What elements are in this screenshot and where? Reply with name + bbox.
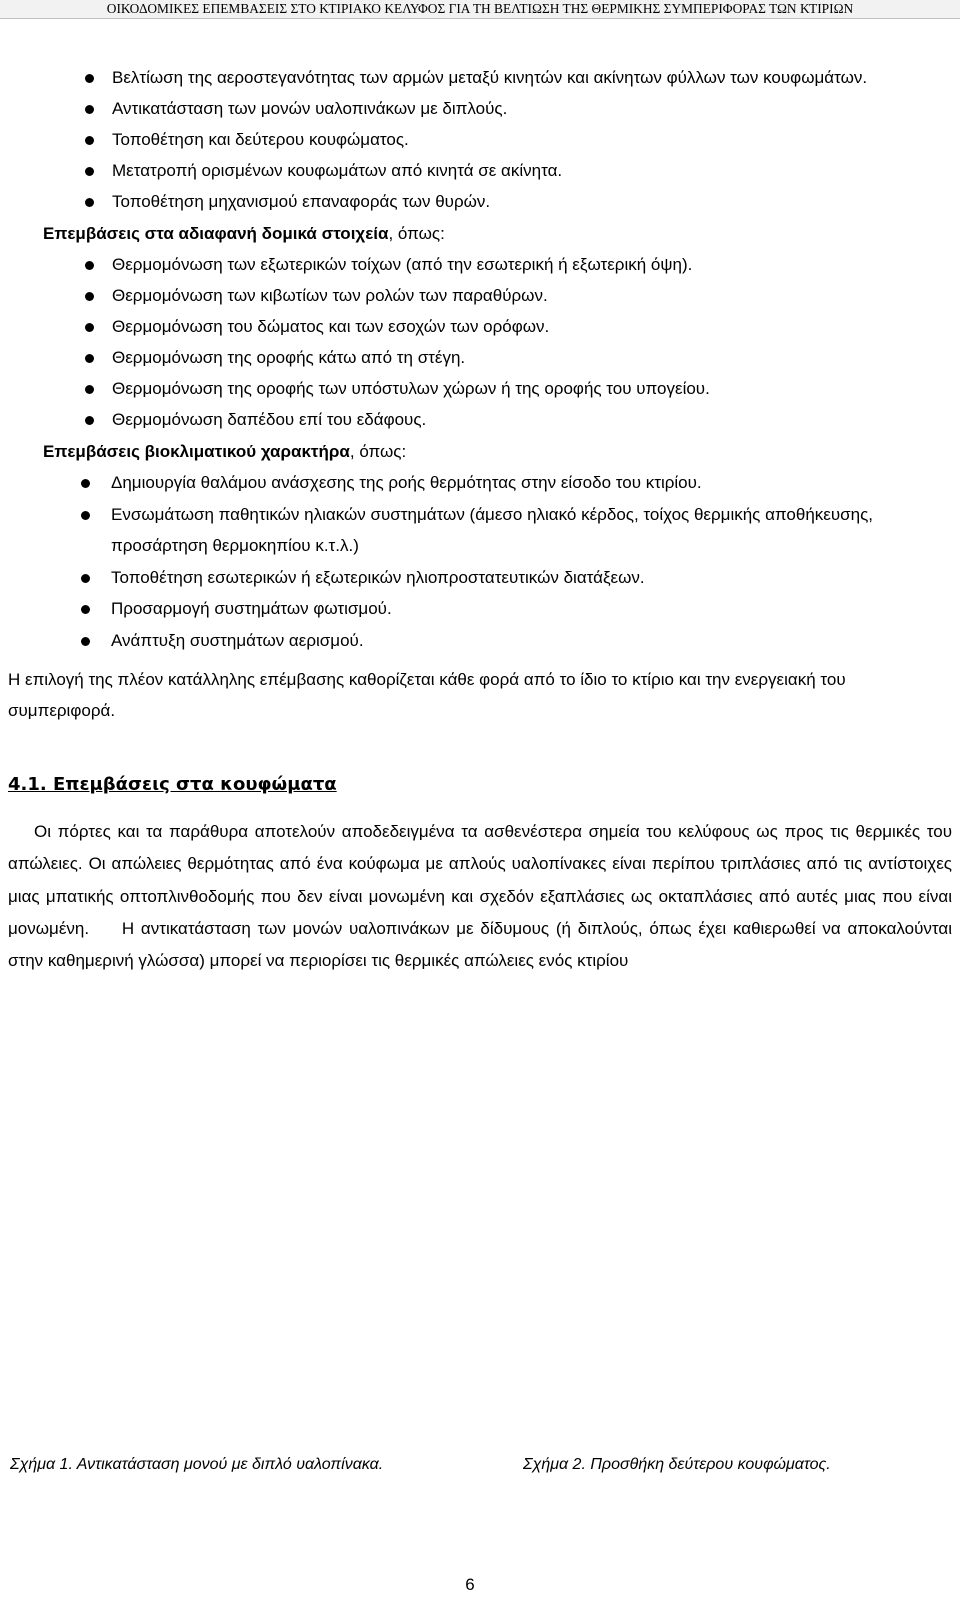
- list-item: Τοποθέτηση μηχανισμού επαναφοράς των θυρών.: [8, 186, 952, 217]
- opaque-elements-lead: [8, 218, 952, 249]
- list-item: Θερμομόνωση του δώματος και των εσοχών των ορόφων.: [8, 311, 952, 342]
- list-item: Ανάπτυξη συστημάτων αερισμού.: [8, 625, 952, 657]
- openings-bullet-list: [8, 62, 952, 217]
- list-item: Προσαρμογή συστημάτων φωτισμού.: [8, 593, 952, 625]
- body-paragraph: [8, 816, 952, 977]
- list-item: Βελτίωση της αεροστεγανότητας των αρμών μεταξύ κινητών και ακίνητων φύλλων των κουφωμάτων.: [8, 62, 952, 93]
- closing-paragraph: Η επιλογή της πλέον κατάλληλης επέμβασης καθορίζεται κάθε φορά από το ίδιο το κτίριο και την ενεργειακή του συμπεριφορά.: [8, 670, 846, 720]
- opaque-elements-list: [8, 249, 952, 435]
- body-paragraph-text: Η αντικατάσταση των μονών υαλοπινάκων με δίδυμους (ή διπλούς, όπως έχει καθιερωθεί να αποκαλούνται στην καθημερινή γλώσσα) μπορεί να περιορίσει τις θερμικές απώλειες ενός κτιρίου: [8, 918, 952, 971]
- page-number: 6: [465, 1575, 475, 1594]
- bioclimatic-list: [8, 467, 952, 656]
- list-item: Αντικατάσταση των μονών υαλοπινάκων με διπλούς.: [8, 93, 952, 124]
- bioclimatic-lead: [8, 436, 952, 467]
- list-item: Θερμομόνωση των εξωτερικών τοίχων (από την εσωτερική ή εξωτερική όψη).: [8, 249, 952, 280]
- list-item: Θερμομόνωση των κιβωτίων των ρολών των παραθύρων.: [8, 280, 952, 311]
- list-item: Ενσωμάτωση παθητικών ηλιακών συστημάτων (άμεσο ηλιακό κέρδος, τοίχος θερμικής αποθήκευσης, προσάρτηση θερμοκηπίου κ.τ.λ.): [8, 499, 952, 562]
- page-body: [8, 62, 952, 977]
- list-item: Θερμομόνωση της οροφής κάτω από τη στέγη.: [8, 342, 952, 373]
- list-item: Τοποθέτηση εσωτερικών ή εξωτερικών ηλιοπροστατευτικών διατάξεων.: [8, 562, 952, 594]
- list-item: Θερμομόνωση δαπέδου επί του εδάφους.: [8, 404, 952, 435]
- figure-2-caption: Σχήμα 2. Προσθήκη δεύτερου κουφώματος.: [523, 1456, 831, 1473]
- figure-1-caption: Σχήμα 1. Αντικατάσταση μονού με διπλό υαλοπίνακα.: [10, 1456, 384, 1473]
- list-item: Τοποθέτηση και δεύτερου κουφώματος.: [8, 124, 952, 155]
- opaque-elements-title: Επεμβάσεις στα αδιαφανή δομικά στοιχεία: [43, 224, 389, 243]
- lead-suffix: , όπως:: [388, 224, 445, 243]
- list-item: Θερμομόνωση της οροφής των υπόστυλων χώρων ή της οροφής του υπογείου.: [8, 373, 952, 404]
- list-item: Μετατροπή ορισμένων κουφωμάτων από κινητά σε ακίνητα.: [8, 155, 952, 186]
- body-paragraph-text: Οι πόρτες και τα παράθυρα αποτελούν αποδεδειγμένα τα ασθενέστερα σημεία του κελύφους ως προς τις θερμικές του απώλειες. Οι απώλειες θερμότητας από ένα κούφωμα με απλούς υαλοπίνακες είναι περίπου τριπλάσιες από τις αντίστοιχες μιας μπατικής οπτοπλινθοδομής που δεν είναι μονωμένη και σχεδόν εξαπλάσιες ως οκταπλάσιες από αυτές μιας που είναι μονωμένη.: [8, 822, 952, 938]
- bioclimatic-title: Επεμβάσεις βιοκλιματικού χαρακτήρα: [43, 442, 350, 461]
- list-item: Δημιουργία θαλάμου ανάσχεσης της ροής θερμότητας στην είσοδο του κτιρίου.: [8, 467, 952, 499]
- section-heading: 4.1. Επεμβάσεις στα κουφώματα: [8, 774, 337, 795]
- running-header: ΟΙΚΟΔΟΜΙΚΕΣ ΕΠΕΜΒΑΣΕΙΣ ΣΤΟ ΚΤΙΡΙΑΚΟ ΚΕΛΥΦΟΣ ΓΙΑ ΤΗ ΒΕΛΤΙΩΣΗ ΤΗΣ ΘΕΡΜΙΚΗΣ ΣΥΜΠΕΡΙΦΟΡΑΣ ΤΩΝ ΚΤΙΡΙΩΝ: [0, 0, 960, 19]
- lead-suffix: , όπως:: [349, 442, 407, 461]
